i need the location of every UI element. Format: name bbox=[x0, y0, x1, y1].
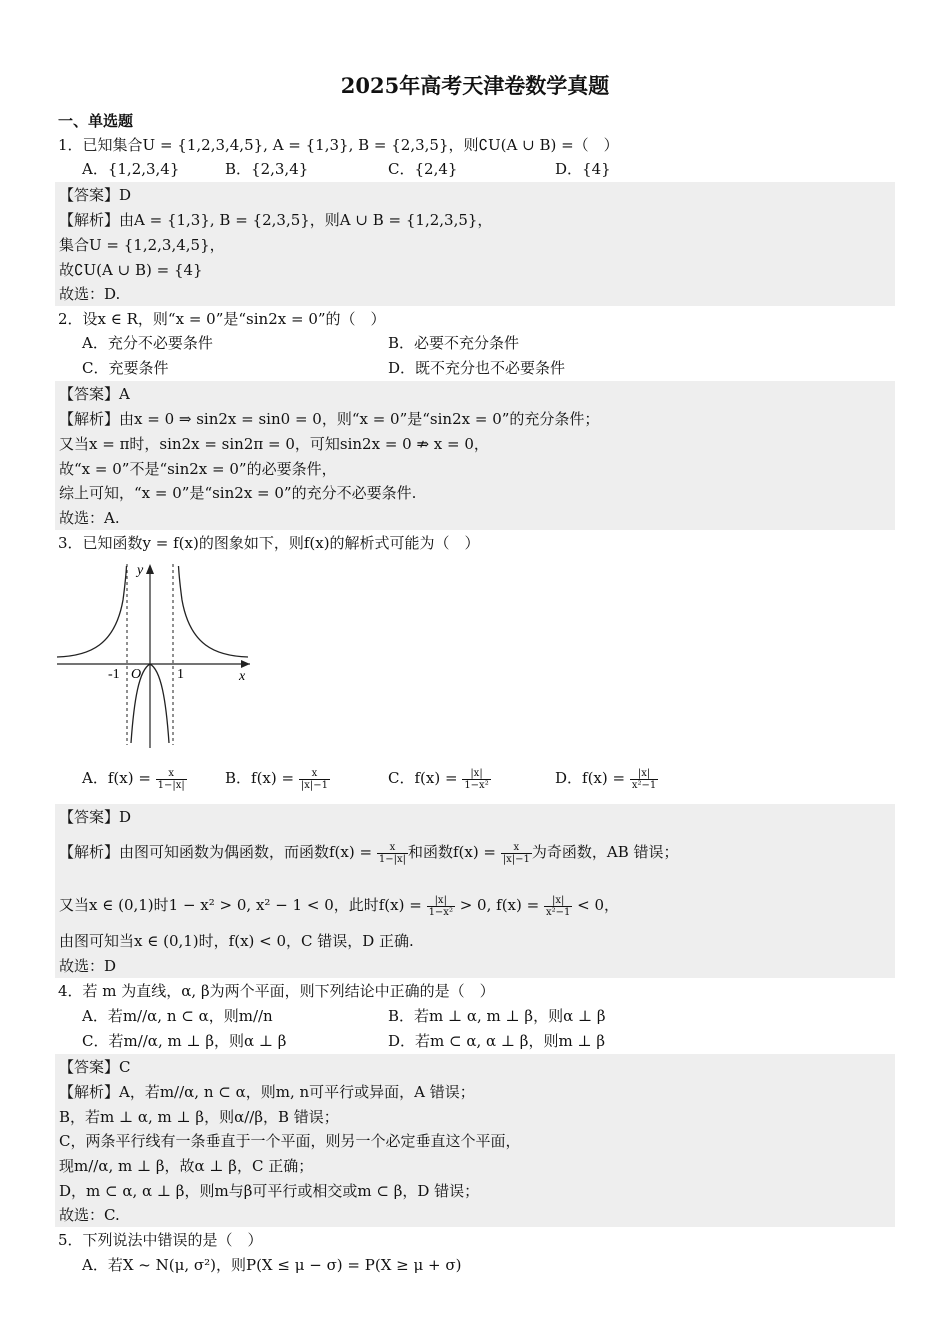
tick-label-pos1: 1 bbox=[177, 667, 184, 682]
q3-option-a-prefix: A．f(x) = bbox=[82, 769, 156, 787]
analysis-text: 和函数f(x) = bbox=[407, 843, 501, 861]
q2-answer: 【答案】A bbox=[59, 385, 130, 403]
q1-analysis-line: 【解析】由A = {1,3}, B = {2,3,5}，则A ∪ B = {1,2,3,5}， bbox=[59, 211, 493, 229]
q4-analysis-line: B，若m ⊥ α, m ⊥ β，则α//β，B 错误； bbox=[59, 1108, 339, 1126]
x-axis-label: x bbox=[239, 669, 246, 684]
page-title: 2025年高考天津卷数学真题 bbox=[340, 73, 610, 98]
q1-analysis-line: 故选：D. bbox=[59, 285, 121, 303]
q3-option-d-prefix: D．f(x) = bbox=[555, 769, 630, 787]
q3-option-a bbox=[82, 767, 187, 791]
q2-analysis-line: 故选：A. bbox=[59, 509, 120, 527]
tick-label-neg1: -1 bbox=[108, 667, 120, 682]
q2-option-c: C．充要条件 bbox=[82, 359, 169, 377]
q3-analysis-line bbox=[59, 894, 619, 918]
q1-option-a: A．{1,2,3,4} bbox=[82, 160, 180, 178]
fraction-numerator: |x| bbox=[462, 768, 490, 780]
y-axis-arrow bbox=[146, 564, 154, 574]
x-axis-arrow bbox=[241, 660, 250, 668]
section-heading: 一、单选题 bbox=[58, 112, 134, 130]
q3-option-c-prefix: C．f(x) = bbox=[388, 769, 463, 787]
q3-stem: 3．已知函数y = f(x)的图象如下，则f(x)的解析式可能为（ ） bbox=[58, 534, 480, 552]
analysis-text: 【解析】由图可知函数为偶函数，而函数f(x) = bbox=[59, 843, 377, 861]
q5-stem: 5．下列说法中错误的是（ ） bbox=[58, 1231, 263, 1249]
q1-analysis-line: 故∁U(A ∪ B) = {4} bbox=[59, 261, 203, 279]
q1-option-d: D．{4} bbox=[555, 160, 611, 178]
q3-option-a-fraction bbox=[156, 768, 187, 791]
q3-analysis-line bbox=[59, 841, 679, 865]
q2-option-d: D．既不充分也不必要条件 bbox=[388, 359, 566, 377]
fraction-denominator: x²−1 bbox=[631, 779, 657, 791]
q4-analysis-line: 【解析】A，若m//α, n ⊂ α，则m, n可平行或异面，A 错误； bbox=[59, 1083, 475, 1101]
q5-option-a: A．若X ~ N(μ, σ²)，则P(X ≤ μ − σ) = P(X ≥ μ + σ) bbox=[82, 1256, 462, 1274]
q4-stem: 4．若 m 为直线，α, β为两个平面，则下列结论中正确的是（ ） bbox=[58, 982, 495, 1000]
q2-analysis-line: 【解析】由x = 0 ⇒ sin2x = sin0 = 0，则“x = 0”是“sin2x = 0”的充分条件； bbox=[59, 410, 600, 428]
q2-analysis-line: 又当x = π时，sin2x = sin2π = 0，可知sin2x = 0 ⇏ x = 0， bbox=[59, 435, 489, 453]
analysis-fraction bbox=[377, 842, 408, 865]
q4-option-c: C．若m//α, m ⊥ β，则α ⊥ β bbox=[82, 1032, 287, 1050]
fraction-numerator: |x| bbox=[427, 895, 455, 907]
analysis-text: 又当x ∈ (0,1)时1 − x² > 0, x² − 1 < 0，此时f(x) = bbox=[59, 896, 427, 914]
y-axis-label: y bbox=[137, 563, 144, 578]
analysis-fraction bbox=[427, 895, 455, 918]
fraction-denominator: 1−x² bbox=[428, 906, 453, 918]
analysis-text: > 0, f(x) = bbox=[454, 896, 544, 914]
q1-analysis-line: 集合U = {1,2,3,4,5}， bbox=[59, 236, 225, 254]
q3-option-b-fraction bbox=[299, 768, 330, 791]
q4-analysis-line: 现m//α, m ⊥ β，故α ⊥ β，C 正确； bbox=[59, 1157, 314, 1175]
function-graph bbox=[55, 560, 255, 750]
q2-option-b: B．必要不充分条件 bbox=[388, 334, 520, 352]
q4-option-d: D．若m ⊂ α, α ⊥ β，则m ⊥ β bbox=[388, 1032, 606, 1050]
q3-option-c bbox=[388, 767, 491, 791]
q4-option-a: A．若m//α, n ⊂ α，则m//n bbox=[82, 1007, 273, 1025]
q1-answer-box bbox=[55, 182, 895, 306]
fraction-denominator: 1−|x| bbox=[157, 779, 185, 791]
q3-option-b bbox=[225, 767, 330, 791]
q4-answer: 【答案】C bbox=[59, 1058, 131, 1076]
analysis-fraction bbox=[544, 895, 572, 918]
fraction-denominator: 1−|x| bbox=[378, 853, 406, 865]
fraction-denominator: |x|−1 bbox=[300, 779, 328, 791]
q3-option-b-prefix: B．f(x) = bbox=[225, 769, 299, 787]
q3-answer-box bbox=[55, 804, 895, 978]
q2-stem: 2．设x ∈ R，则“x = 0”是“sin2x = 0”的（ ） bbox=[58, 310, 386, 328]
fraction-denominator: x²−1 bbox=[545, 906, 571, 918]
analysis-text: 为奇函数，AB 错误； bbox=[531, 843, 679, 861]
q3-analysis-line: 由图可知当x ∈ (0,1)时，f(x) < 0，C 错误，D 正确. bbox=[59, 932, 414, 950]
q2-analysis-line: 综上可知，“x = 0”是“sin2x = 0”的充分不必要条件. bbox=[59, 484, 417, 502]
q1-option-b: B．{2,3,4} bbox=[225, 160, 309, 178]
fraction-denominator: |x|−1 bbox=[502, 853, 530, 865]
q3-answer: 【答案】D bbox=[59, 808, 132, 826]
fraction-numerator: x bbox=[299, 768, 330, 780]
analysis-text: < 0， bbox=[572, 896, 620, 914]
fraction-numerator: |x| bbox=[630, 768, 658, 780]
q2-option-a: A．充分不必要条件 bbox=[82, 334, 213, 352]
q1-stem: 1．已知集合U = {1,2,3,4,5}, A = {1,3}, B = {2,3,5}，则∁U(A ∪ B) =（ ） bbox=[58, 136, 619, 154]
q3-option-d bbox=[555, 767, 658, 791]
q4-analysis-line: D，m ⊂ α, α ⊥ β，则m与β可平行或相交或m ⊂ β，D 错误； bbox=[59, 1182, 480, 1200]
fraction-denominator: 1−x² bbox=[464, 779, 489, 791]
analysis-fraction bbox=[501, 842, 532, 865]
curve-right-branch bbox=[179, 566, 249, 657]
q4-answer-box bbox=[55, 1054, 895, 1227]
q2-answer-box bbox=[55, 381, 895, 530]
q3-option-c-fraction bbox=[462, 768, 490, 791]
q4-option-b: B．若m ⊥ α, m ⊥ β，则α ⊥ β bbox=[388, 1007, 606, 1025]
q4-analysis-line: 故选：C. bbox=[59, 1206, 120, 1224]
q3-option-d-fraction bbox=[630, 768, 658, 791]
fraction-numerator: x bbox=[156, 768, 187, 780]
fraction-numerator: |x| bbox=[544, 895, 572, 907]
fraction-numerator: x bbox=[501, 842, 532, 854]
q4-analysis-line: C，两条平行线有一条垂直于一个平面，则另一个必定垂直这个平面， bbox=[59, 1132, 521, 1150]
curve-left-branch bbox=[57, 566, 127, 657]
q1-answer: 【答案】D bbox=[59, 186, 132, 204]
q2-analysis-line: 故“x = 0”不是“sin2x = 0”的必要条件， bbox=[59, 460, 337, 478]
q3-analysis-line: 故选：D bbox=[59, 957, 117, 975]
origin-label: O bbox=[131, 667, 142, 682]
fraction-numerator: x bbox=[377, 842, 408, 854]
q1-option-c: C．{2,4} bbox=[388, 160, 458, 178]
